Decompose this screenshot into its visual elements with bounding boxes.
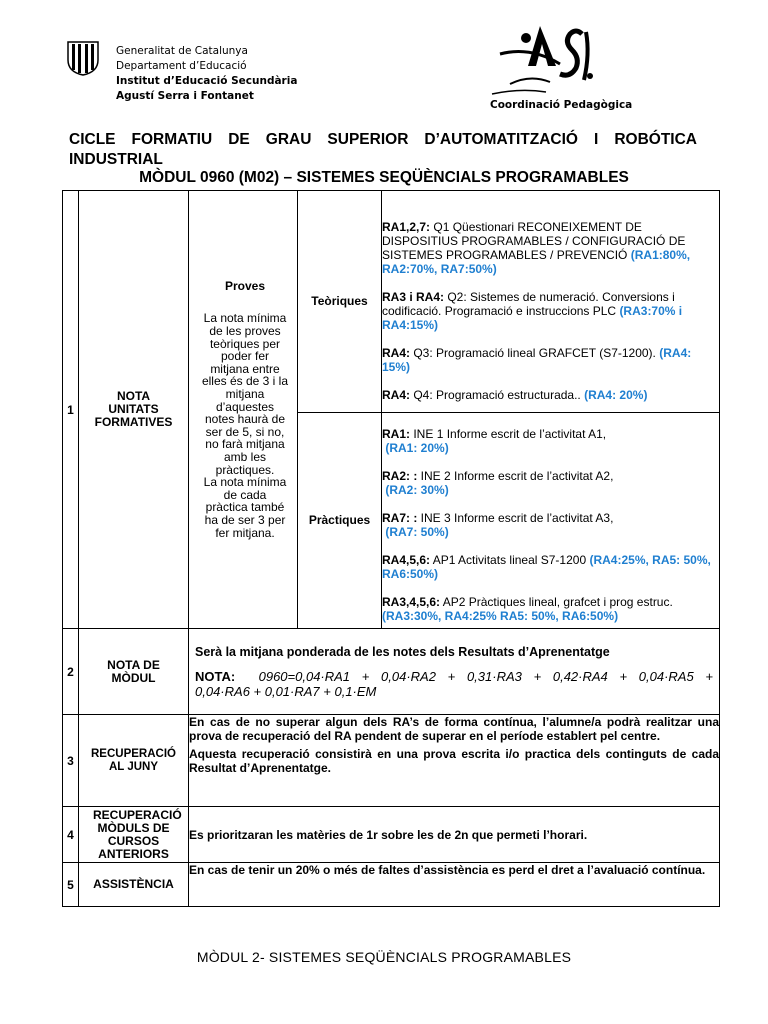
list-item: RA4: Q4: Programació estructurada.. (RA4: 20%): [382, 387, 648, 402]
list-item: RA4: Q3: Programació lineal GRAFCET (S7-1200). (RA4: 15%): [382, 345, 692, 374]
row-label: ASSISTÈNCIA: [79, 863, 189, 907]
practiques-list: [382, 413, 720, 629]
list-item: RA2: : INE 2 Informe escrit de l’activitat A2, (RA2: 30%): [382, 468, 614, 497]
row-number: 2: [63, 629, 79, 715]
coordination-label: Coordinació Pedagògica: [490, 99, 633, 111]
page-footer: MÒDUL 2- SISTEMES SEQÜÈNCIALS PROGRAMABLES: [196, 949, 572, 965]
proves-title: Proves: [224, 278, 266, 293]
table-row: [63, 629, 720, 715]
institution-header: [116, 44, 297, 104]
grade-formula: NOTA: 0960=0,04·RA1 + 0,04·RA2 + 0,31·RA3 + 0,42·RA4 + 0,04·RA5 +: [195, 668, 713, 684]
row-number: 3: [63, 715, 79, 807]
row-number: 5: [63, 863, 79, 907]
evaluation-table: [62, 190, 720, 907]
table-row: [63, 807, 720, 863]
institute-line1: Institut d’Educació Secundària: [116, 75, 298, 87]
institute-line2: Agustí Serra i Fontanet: [116, 90, 254, 102]
cycle-title-continuation: INDUSTRIAL: [69, 151, 163, 168]
grade-formula-line2: 0,04·RA6 + 0,01·RA7 + 0,1·EM: [195, 683, 377, 699]
table-row: [63, 863, 720, 907]
practiques-label: Pràctiques: [298, 413, 382, 629]
teoriques-label: Teòriques: [298, 191, 382, 413]
row-label: [79, 191, 189, 629]
cycle-title: CICLE FORMATIU DE GRAU SUPERIOR D’AUTOMATITZACIÓ I ROBÓTICA: [69, 131, 697, 148]
generalitat-line2: Departament d’Educació: [116, 60, 247, 72]
june-recovery-cell: [189, 715, 720, 807]
row-label: [79, 807, 189, 863]
list-item: RA4,5,6: AP1 Activitats lineal S7-1200 (RA4:25%, RA5: 50%, RA6:50%): [382, 552, 711, 581]
generalitat-line1: Generalitat de Catalunya: [116, 45, 248, 57]
row-label-text: NOTA DE MÒDUL: [107, 657, 160, 685]
module-title: MÒDUL 0960 (M02) – SISTEMES SEQÜÈNCIALS PROGRAMABLES: [139, 169, 629, 186]
list-item: RA1,2,7: Q1 Qüestionari RECONEIXEMENT DE DISPOSITIUS PROGRAMABLES / CONFIGURACIÓ DE SISTEMES PROGRAMABLES / PREVENCIÓ (RA1:80%, RA2:70%, RA7:50%): [382, 219, 691, 276]
generalitat-seal-icon: [66, 40, 100, 76]
list-item: RA1: INE 1 Informe escrit de l’activitat A1, (RA1: 20%): [382, 426, 607, 455]
proves-text-a: La nota mínima de les proves teòriques per poder fer mitjana entre elles és de 3 i la mitjana d’aquestes notes haurà de ser de 5, si no, no farà mitjana amb les pràctiques.: [201, 311, 289, 477]
previous-modules-cell: Es prioritzaran les matèries de 1r sobre les de 2n que permeti l’horari.: [189, 807, 720, 863]
row-label: [79, 715, 189, 807]
table-row: [63, 715, 720, 807]
row-number: 1: [63, 191, 79, 629]
module-grade-text: Serà la mitjana ponderada de les notes dels Resultats d’Aprenentatge: [195, 644, 610, 659]
row-number: 4: [63, 807, 79, 863]
proves-text-b: La nota mínima de cada pràctica també ha de ser 3 per fer mitjana.: [203, 475, 287, 540]
row-label: [79, 629, 189, 715]
june-recovery-text1: En cas de no superar algun dels RA’s de forma contínua, l’alumne/a podrà realitzar una prova de recuperació del RA pendent de superar en el període establert pel centre.: [189, 715, 719, 743]
list-item: RA7: : INE 3 Informe escrit de l’activitat A3, (RA7: 50%): [382, 510, 614, 539]
proves-cell: [189, 191, 298, 629]
june-recovery-text2: Aquesta recuperació consistirà en una prova escrita i/o practica dels continguts de cada Resultat d’Aprenentatge.: [189, 747, 719, 775]
teoriques-list: [382, 191, 720, 413]
module-grade-cell: [189, 629, 720, 715]
table-row: [63, 191, 720, 413]
row-label-text: RECUPERACIÓ AL JUNY: [91, 747, 176, 773]
row-label-text: RECUPERACIÓ MÒDULS DE CURSOS ANTERIORS: [93, 807, 182, 861]
list-item: RA3,4,5,6: AP2 Pràctiques lineal, grafcet i prog estruc. (RA3:30%, RA4:25% RA5: 50%, RA6:50%): [382, 594, 673, 623]
row-label-text: NOTA UNITATS FORMATIVES: [94, 389, 173, 429]
attendance-cell: En cas de tenir un 20% o més de faltes d’assistència es perd el dret a l’avaluació contínua.: [189, 863, 720, 907]
school-logo-icon: [490, 24, 640, 98]
list-item: RA3 i RA4: Q2: Sistemes de numeració. Conversions i codificació. Programació e instruccions PLC (RA3:70% i RA4:15%): [382, 289, 683, 332]
